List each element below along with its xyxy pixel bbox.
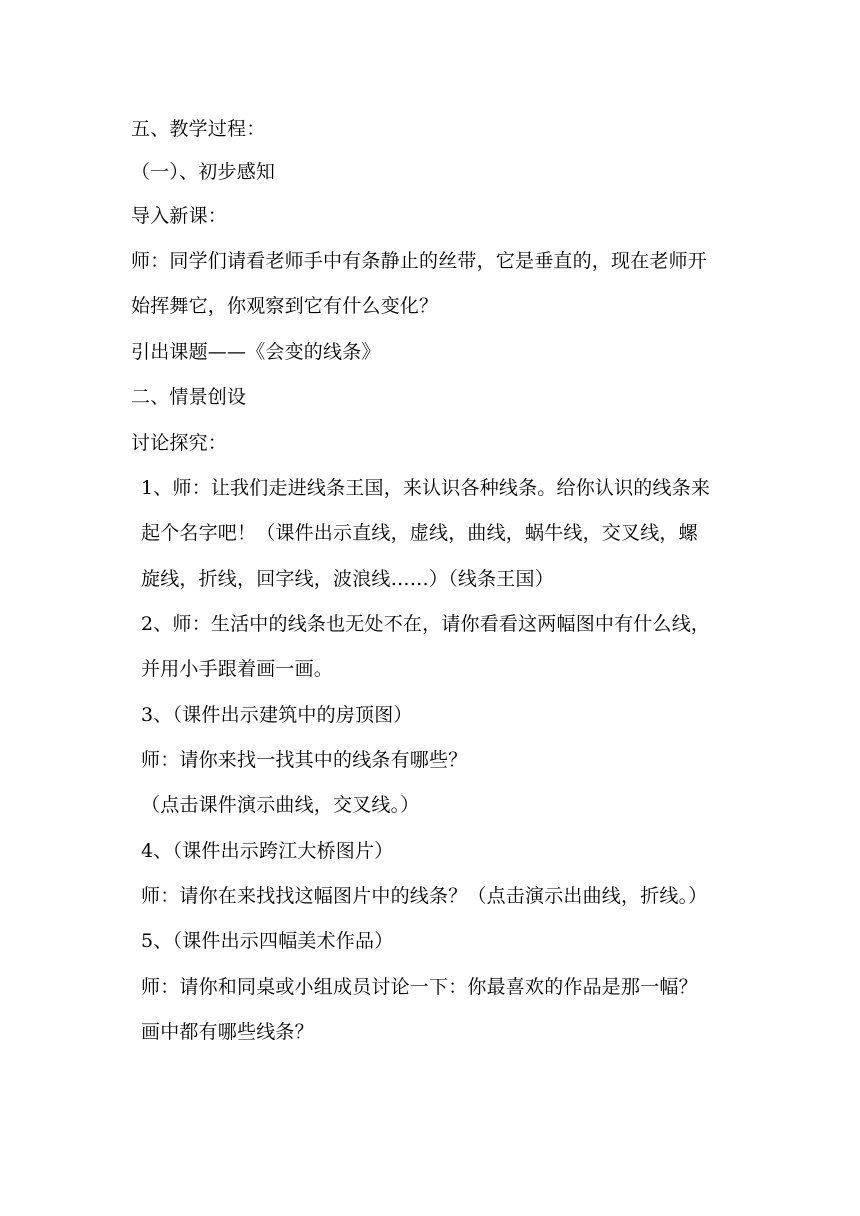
paragraph-line: 并用小手跟着画一画。 — [141, 658, 334, 680]
paragraph-line: 师：请你来找一找其中的线条有哪些？ — [141, 749, 468, 771]
paragraph-line: 起个名字吧！（课件出示直线，虚线，曲线，蜗牛线，交叉线，螺 — [141, 522, 698, 544]
paragraph-line: 师：请你和同桌或小组成员讨论一下：你最喜欢的作品是那一幅？ — [141, 976, 698, 998]
list-item-3: 3、（课件出示建筑中的房顶图） — [141, 704, 413, 726]
paragraph-line: 师：同学们请看老师手中有条静止的丝带，它是垂直的，现在老师开 — [131, 250, 708, 272]
list-item-2: 2、师：生活中的线条也无处不在，请你看看这两幅图中有什么线， — [141, 613, 711, 635]
paragraph-line: 始挥舞它，你观察到它有什么变化？ — [131, 295, 439, 317]
paragraph-line: 师：请你在来找找这幅图片中的线条？（点击演示出曲线，折线。） — [141, 885, 708, 907]
paragraph-line: 画中都有哪些线条？ — [141, 1021, 314, 1043]
paragraph-line: （点击课件演示曲线，交叉线。） — [141, 794, 420, 816]
paragraph-line: 旋线，折线，回字线，波浪线……）（线条王国） — [141, 568, 554, 590]
subheading-initial-perception: （一）、初步感知 — [131, 161, 276, 183]
heading-scenario: 二、情景创设 — [131, 386, 247, 408]
label-discussion: 讨论探究： — [131, 432, 228, 454]
list-item-5: 5、（课件出示四幅美术作品） — [141, 930, 394, 952]
list-item-1: 1、师：让我们走进线条王国，来认识各种线条。给你认识的线条来 — [141, 477, 711, 499]
heading-teaching-process: 五、教学过程： — [131, 118, 266, 140]
label-lesson-intro: 导入新课： — [131, 205, 228, 227]
lesson-title-line: 引出课题——《会变的线条》 — [131, 341, 381, 363]
list-item-4: 4、（课件出示跨江大桥图片） — [141, 840, 394, 862]
